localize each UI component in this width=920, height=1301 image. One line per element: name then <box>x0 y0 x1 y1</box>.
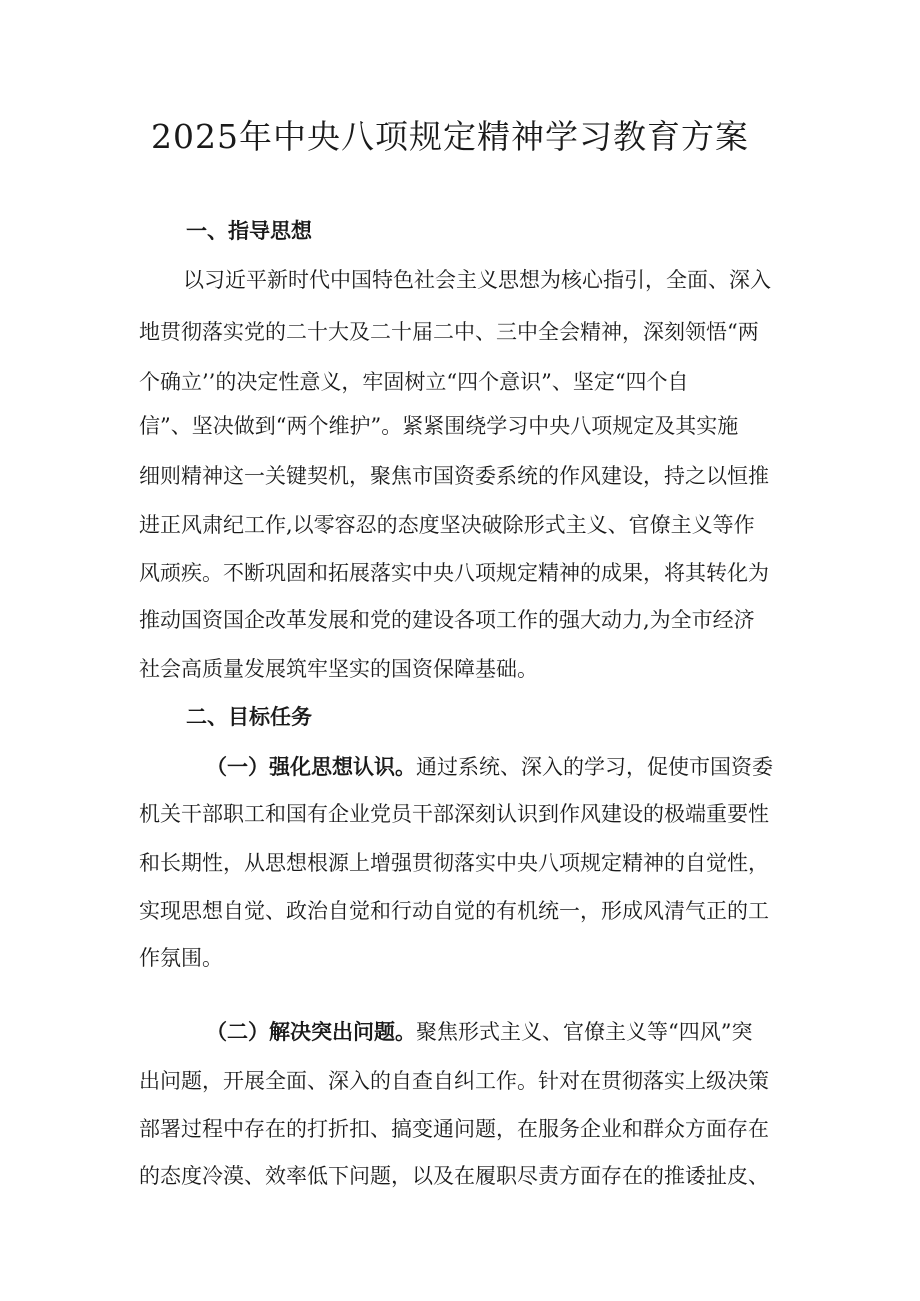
paragraph-line: 出问题，开展全面、深入的自查自纠工作。针对在贯彻落实上级决策 <box>139 1069 769 1093</box>
paragraph-line <box>206 752 773 782</box>
item-text: 通过系统、深入的学习，促使市国资委 <box>416 755 773 779</box>
paragraph-line: 细则精神这一关键契机，聚焦市国资委系统的作风建设，持之以恒推 <box>139 464 769 488</box>
item-text: 聚焦形式主义、官僚主义等“四风”突 <box>416 1020 753 1044</box>
paragraph-line: 地贯彻落实党的二十大及二十届二中、三中全会精神，深刻领悟“两 <box>139 320 759 344</box>
paragraph-line: 信”、坚决做到“两个维护”。紧紧围绕学习中央八项规定及其实施 <box>139 414 739 438</box>
paragraph-line: 以习近平新时代中国特色社会主义思想为核心指引，全面、深入 <box>183 268 771 292</box>
paragraph-line: 和长期性，从思想根源上增强贯彻落实中央八项规定精神的自觉性， <box>139 851 769 875</box>
paragraph-line <box>206 1017 752 1047</box>
item-lead-solve-problems: （二）解决突出问题。 <box>206 1020 416 1044</box>
paragraph-line: 作氛围。 <box>139 946 223 970</box>
paragraph-line: 个确立’’的决定性意义，牢固树立“四个意识”、坚定“四个自 <box>139 370 689 394</box>
paragraph-line: 实现思想自觉、政治自觉和行动自觉的有机统一，形成风清气正的工 <box>139 899 769 923</box>
paragraph-line: 的态度冷漠、效率低下问题，以及在履职尽责方面存在的推诿扯皮、 <box>139 1164 769 1188</box>
section-heading-guiding-thought: 一、指导思想 <box>186 219 312 243</box>
paragraph-line: 部署过程中存在的打折扣、搞变通问题，在服务企业和群众方面存在 <box>139 1117 769 1141</box>
paragraph-line: 推动国资国企改革发展和党的建设各项工作的强大动力,为全市经济 <box>139 608 755 632</box>
document-title: 2025年中央八项规定精神学习教育方案 <box>151 117 749 156</box>
paragraph-line: 风顽疾。不断巩固和拓展落实中央八项规定精神的成果，将其转化为 <box>139 561 769 585</box>
paragraph-line: 进正风肃纪工作,以零容忍的态度坚决破除形式主义、官僚主义等作 <box>139 513 755 537</box>
paragraph-line: 机关干部职工和国有企业党员干部深刻认识到作风建设的极端重要性 <box>139 802 769 826</box>
paragraph-line: 社会高质量发展筑牢坚实的国资保障基础。 <box>139 657 538 681</box>
section-heading-goals: 二、目标任务 <box>186 705 312 729</box>
item-lead-strengthen-thinking: （一）强化思想认识。 <box>206 755 416 779</box>
